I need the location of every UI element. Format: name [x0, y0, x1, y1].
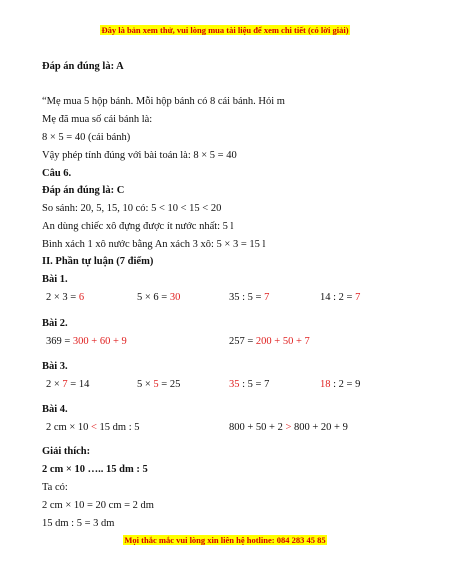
explanation-line: Vậy phép tính đúng với bài toán là: 8 × 5 = 40 — [42, 150, 237, 161]
exercise-title: Bài 3. — [42, 361, 68, 372]
exercise-item: 800 + 50 + 2 > 800 + 20 + 9 — [229, 422, 348, 433]
exercise-item: 2 × 7 = 14 — [46, 379, 90, 390]
explanation-line: Ta có: — [42, 482, 68, 493]
explanation-line: 8 × 5 = 40 (cái bánh) — [42, 132, 131, 143]
answer-label: Đáp án đúng là: C — [42, 185, 125, 196]
section-title: II. Phần tự luận (7 điểm) — [42, 256, 154, 267]
explanation-line: Mẹ đã mua số cái bánh là: — [42, 114, 153, 125]
exercise-item: 2 cm × 10 < 15 dm : 5 — [46, 422, 140, 433]
explanation-line: “Mẹ mua 5 hộp bánh. Mỗi hộp bánh có 8 cái bánh. Hỏi m — [42, 96, 285, 107]
exercise-title: Bài 4. — [42, 404, 68, 415]
exercise-item: 35 : 5 = 7 — [229, 292, 270, 303]
explanation-heading: Giải thích: — [42, 446, 91, 457]
question-title: Câu 6. — [42, 168, 72, 179]
exercise-item: 369 = 300 + 60 + 9 — [46, 336, 127, 347]
exercise-item: 35 : 5 = 7 — [229, 379, 270, 390]
explanation-line: So sánh: 20, 5, 15, 10 có: 5 < 10 < 15 < 20 — [42, 203, 222, 214]
preview-banner: Đây là bản xem thử, vui lòng mua tài liệu để xem chi tiết (có lời giải) — [101, 25, 349, 35]
exercise-item: 5 × 6 = 30 — [137, 292, 181, 303]
explanation-line: 2 cm × 10 = 20 cm = 2 dm — [42, 500, 154, 511]
exercise-title: Bài 2. — [42, 318, 68, 329]
explanation-line: Bình xách 1 xô nước bằng An xách 3 xô: 5 × 3 = 15 l — [42, 239, 266, 250]
hotline-banner: Mọi thắc mắc vui lòng xin liên hệ hotline: 084 283 45 85 — [124, 535, 326, 545]
comparison-title: 2 cm × 10 ….. 15 dm : 5 — [42, 464, 148, 475]
exercise-item: 257 = 200 + 50 + 7 — [229, 336, 310, 347]
exercise-item: 5 × 5 = 25 — [137, 379, 181, 390]
answer-label: Đáp án đúng là: A — [42, 61, 124, 72]
exercise-item: 14 : 2 = 7 — [320, 292, 361, 303]
explanation-line: An dùng chiếc xô đựng được ít nước nhất: 5 l — [42, 221, 234, 232]
exercise-item: 2 × 3 = 6 — [46, 292, 85, 303]
exercise-title: Bài 1. — [42, 274, 68, 285]
explanation-line: 15 dm : 5 = 3 dm — [42, 518, 115, 529]
exercise-item: 18 : 2 = 9 — [320, 379, 361, 390]
